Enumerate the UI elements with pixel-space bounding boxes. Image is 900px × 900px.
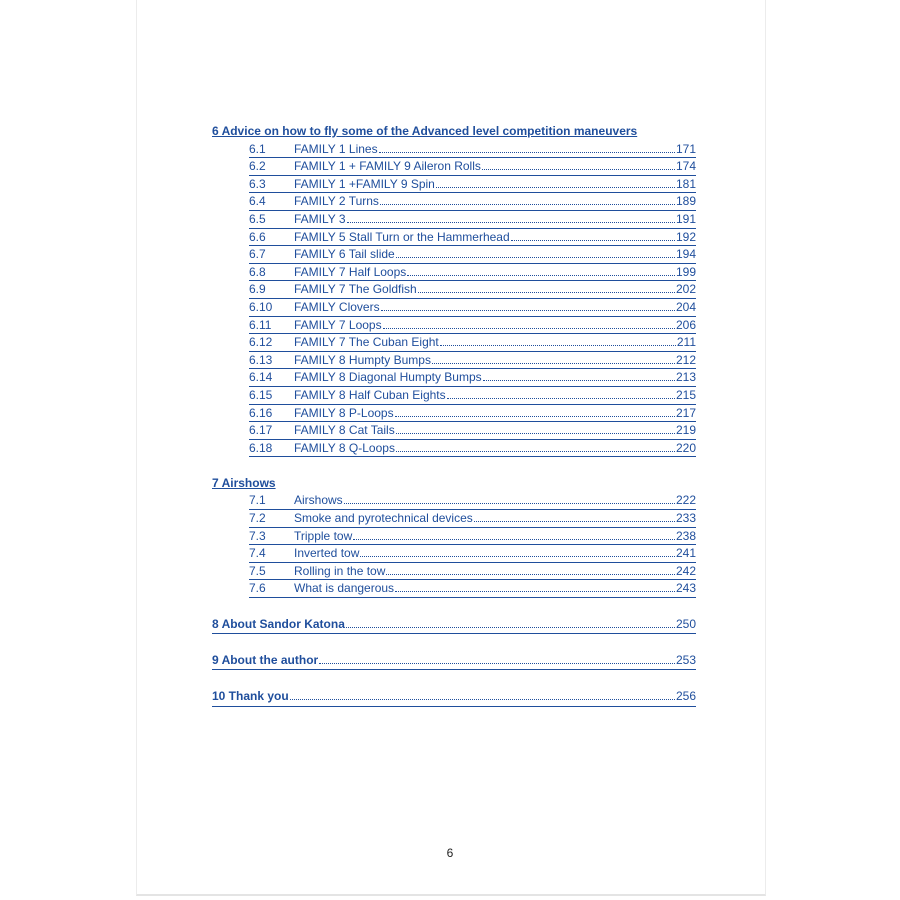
- toc-entry[interactable]: [249, 492, 696, 510]
- toc-heading-page: 256: [675, 689, 696, 703]
- toc-entry-number: 7.3: [249, 528, 266, 543]
- toc-entry-page: 171: [675, 141, 696, 156]
- toc-entry[interactable]: [249, 369, 696, 387]
- dot-leader: [379, 152, 675, 153]
- dot-leader: [418, 292, 675, 293]
- dot-leader: [386, 574, 675, 575]
- toc-entry-number: 6.10: [249, 299, 273, 314]
- toc-entry-page: 220: [675, 440, 696, 455]
- toc-entry-number: 6.6: [249, 229, 266, 244]
- toc-entry-title: Tripple tow: [294, 528, 353, 543]
- toc-entry-page: 242: [675, 563, 696, 578]
- toc-entry-number: 6.18: [249, 440, 273, 455]
- dot-leader: [407, 275, 675, 276]
- toc-entry-title: FAMILY 7 Half Loops: [294, 264, 407, 279]
- toc-entry-page: 211: [676, 335, 696, 350]
- toc-entry-page: 238: [675, 528, 696, 543]
- toc-entry-title: FAMILY 8 Humpty Bumps: [294, 352, 431, 367]
- toc-entry-title: FAMILY 3: [294, 211, 346, 226]
- toc-entry-page: 243: [675, 581, 696, 596]
- toc-heading-page: 253: [675, 652, 696, 667]
- dot-leader: [447, 398, 675, 399]
- toc-entry-title: FAMILY 1 Lines: [294, 141, 378, 156]
- toc-entry[interactable]: [249, 563, 696, 581]
- toc-entry-page: 192: [675, 229, 696, 244]
- toc-entry[interactable]: [249, 440, 696, 458]
- toc-entry-number: 6.8: [249, 264, 266, 279]
- toc-entry-page: 219: [675, 423, 696, 438]
- toc-entry-title: FAMILY 1 +FAMILY 9 Spin: [294, 176, 435, 191]
- dot-leader: [396, 257, 675, 258]
- toc-section-7-entries: [212, 492, 696, 598]
- toc-entry-page: 215: [675, 387, 696, 402]
- dot-leader: [395, 591, 675, 592]
- toc-entry[interactable]: [249, 281, 696, 299]
- toc-entry[interactable]: [249, 528, 696, 546]
- dot-leader: [436, 187, 675, 188]
- dot-leader: [483, 380, 675, 381]
- toc-entry-title: FAMILY 5 Stall Turn or the Hammerhead: [294, 229, 510, 244]
- dot-leader: [383, 328, 675, 329]
- toc-entry-page: 213: [675, 370, 696, 385]
- toc-entry-title: FAMILY 8 Diagonal Humpty Bumps: [294, 370, 482, 385]
- dot-leader: [395, 416, 675, 417]
- toc-entry-title: FAMILY 1 + FAMILY 9 Aileron Rolls: [294, 159, 481, 174]
- section-gap: [212, 598, 696, 616]
- toc-heading-title: 8 About Sandor Katona: [212, 616, 345, 631]
- toc-entry[interactable]: [249, 334, 696, 352]
- toc-entry-title: FAMILY 8 Q-Loops: [294, 440, 395, 455]
- toc-entry-number: 7.4: [249, 546, 266, 561]
- toc-entry-title: FAMILY 7 The Goldfish: [294, 282, 417, 297]
- toc-entry-page: 217: [675, 405, 696, 420]
- toc-entry-title: FAMILY 8 Cat Tails: [294, 423, 395, 438]
- toc-entry-number: 6.11: [249, 317, 272, 332]
- toc-entry-title: What is dangerous: [294, 581, 395, 596]
- dot-leader: [353, 539, 675, 540]
- toc-heading-7[interactable]: 7 Airshows: [212, 475, 276, 490]
- toc-entry-number: 6.7: [249, 247, 266, 262]
- dot-leader: [344, 503, 675, 504]
- toc-entry-number: 6.15: [249, 387, 273, 402]
- toc-entry-title: FAMILY 7 Loops: [294, 317, 382, 332]
- toc-entry[interactable]: [249, 405, 696, 423]
- section-gap: [212, 670, 696, 688]
- toc-entry-title: Inverted tow: [294, 546, 360, 561]
- toc-entry-title: FAMILY 7 The Cuban Eight: [294, 335, 439, 350]
- toc-entry-title: Airshows: [294, 493, 343, 508]
- toc-entry-page: 206: [675, 317, 696, 332]
- dot-leader: [319, 663, 675, 664]
- toc-section-6-entries: [212, 141, 696, 458]
- toc-entry-page: 191: [675, 211, 696, 226]
- dot-leader: [347, 222, 675, 223]
- toc-entry-number: 6.16: [249, 405, 273, 420]
- toc-entry[interactable]: [249, 158, 696, 176]
- toc-entry-number: 6.13: [249, 352, 273, 367]
- toc-heading-6[interactable]: 6 Advice on how to fly some of the Advanced level competition maneuvers: [212, 124, 638, 138]
- toc-entry-number: 6.3: [249, 176, 266, 191]
- dot-leader: [396, 451, 675, 452]
- section-gap: [212, 457, 696, 475]
- page-number: 6: [446, 846, 454, 860]
- toc-entry-page: 202: [675, 282, 696, 297]
- toc-entry-number: 7.6: [249, 581, 266, 596]
- toc-entry[interactable]: [249, 545, 696, 563]
- dot-leader: [380, 204, 675, 205]
- toc-heading-page: 250: [675, 616, 696, 631]
- toc-entry-page: 204: [675, 299, 696, 314]
- toc-entry-title: FAMILY 8 P-Loops: [294, 405, 394, 420]
- toc-entry-page: 174: [675, 159, 696, 174]
- toc-entry-page: 222: [675, 493, 696, 508]
- toc-entry[interactable]: [249, 211, 696, 229]
- toc-entry-page: 189: [675, 194, 696, 209]
- toc-entry[interactable]: [249, 422, 696, 440]
- toc-entry-number: 6.12: [249, 335, 273, 350]
- section-gap: [212, 634, 696, 652]
- toc-entry-title: FAMILY 6 Tail slide: [294, 247, 395, 262]
- toc-entry-number: 6.5: [249, 211, 266, 226]
- toc-entry[interactable]: [249, 352, 696, 370]
- toc-entry-number: 6.2: [249, 159, 266, 174]
- toc-entry[interactable]: [249, 387, 696, 405]
- dot-leader: [346, 627, 675, 628]
- toc-heading-9[interactable]: [212, 652, 696, 671]
- dot-leader: [511, 240, 675, 241]
- toc-entry[interactable]: [249, 299, 696, 317]
- toc-entry-title: Rolling in the tow: [294, 563, 386, 578]
- toc-entry-number: 6.1: [249, 141, 266, 156]
- toc-entry-title: FAMILY 2 Turns: [294, 194, 379, 209]
- toc-entry-number: 7.2: [249, 511, 266, 526]
- dot-leader: [482, 169, 675, 170]
- toc-entry-number: 6.4: [249, 194, 266, 209]
- toc-entry[interactable]: [249, 317, 696, 335]
- toc-heading-title: 9 About the author: [212, 652, 319, 667]
- toc-heading-8[interactable]: [212, 616, 696, 635]
- toc-heading-10[interactable]: [212, 688, 696, 707]
- dot-leader: [396, 433, 675, 434]
- toc-entry-page: 199: [675, 264, 696, 279]
- toc-entry[interactable]: [249, 510, 696, 528]
- toc-entry-title: FAMILY Clovers: [294, 299, 380, 314]
- dot-leader: [290, 699, 675, 700]
- toc-entry-page: 212: [675, 352, 696, 367]
- toc-entry-number: 7.1: [249, 493, 266, 508]
- dot-leader: [440, 345, 676, 346]
- toc-entry[interactable]: [249, 193, 696, 211]
- table-of-contents: [212, 123, 696, 707]
- toc-entry-number: 7.5: [249, 563, 266, 578]
- toc-entry[interactable]: [249, 229, 696, 247]
- toc-entry[interactable]: [249, 580, 696, 598]
- toc-entry-title: FAMILY 8 Half Cuban Eights: [294, 387, 446, 402]
- toc-entry-page: 241: [675, 546, 696, 561]
- toc-entry-number: 6.9: [249, 282, 266, 297]
- toc-entry-number: 6.17: [249, 423, 273, 438]
- dot-leader: [432, 363, 675, 364]
- toc-entry-page: 181: [675, 176, 696, 191]
- toc-entry-page: 194: [675, 247, 696, 262]
- dot-leader: [360, 556, 675, 557]
- toc-entry-title: Smoke and pyrotechnical devices: [294, 511, 473, 526]
- toc-entry-number: 6.14: [249, 370, 273, 385]
- toc-entry[interactable]: [249, 246, 696, 264]
- dot-leader: [474, 521, 675, 522]
- dot-leader: [381, 310, 675, 311]
- toc-entry-page: 233: [675, 511, 696, 526]
- toc-heading-title: 10 Thank you: [212, 689, 289, 703]
- toc-entry[interactable]: [249, 264, 696, 282]
- toc-entry[interactable]: [249, 176, 696, 194]
- toc-entry[interactable]: [249, 141, 696, 159]
